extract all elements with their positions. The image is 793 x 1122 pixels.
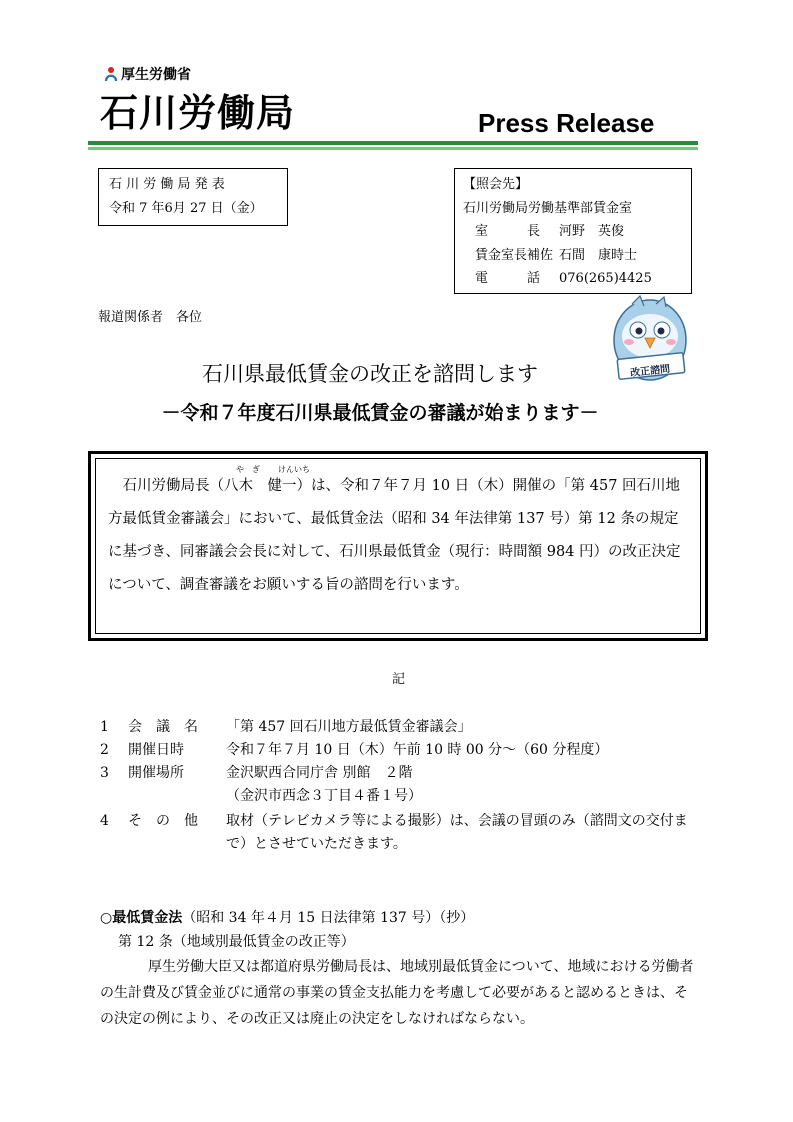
item-label: 開催場所 xyxy=(128,765,184,781)
page-title: 石川県最低賃金の改正を諮問します xyxy=(202,362,538,386)
list-item xyxy=(100,739,702,762)
item-label: 会 議 名 xyxy=(128,719,198,735)
item-value: 取材（テレビカメラ等による撮影）は、会議の冒頭のみ（諮問文の交付まで）とさせていただきます。 xyxy=(226,813,688,852)
header-rule-light xyxy=(88,147,698,150)
contact-label: 室 長 xyxy=(475,224,541,239)
contact-box xyxy=(454,168,692,294)
item-value: 令和７年７月 10 日（木）午前 10 時 00 分～（60 分程度） xyxy=(226,742,609,758)
list-item xyxy=(100,716,702,739)
ki-marker: 記 xyxy=(392,672,406,687)
recipients-line: 報道関係者 各位 xyxy=(98,310,203,325)
ministry-name: 厚生労働省 xyxy=(104,64,191,84)
announcer: 石 川 労 働 局 発 表 xyxy=(109,177,225,192)
item-label: そ の 他 xyxy=(128,813,198,829)
law-title xyxy=(100,906,700,930)
announce-date: 令和 7 年6月 27 日（金） xyxy=(109,201,263,216)
contact-department: 石川労働局労働基準部賃金室 xyxy=(463,200,633,216)
contact-value: 石間 康時士 xyxy=(559,247,638,263)
item-number: 3 xyxy=(100,765,109,781)
contact-row xyxy=(463,244,683,268)
contact-phone: 076(265)4425 xyxy=(559,271,652,286)
list-item xyxy=(100,810,702,856)
item-value: 金沢駅西合同庁舎 別館 ２階 xyxy=(226,765,413,781)
law-article: 第 12 条（地域別最低賃金の改正等） xyxy=(118,934,355,950)
item-label: 開催日時 xyxy=(128,742,184,758)
summary-text: 石川労働局長（八木 健一）は、令和７年７月 10 日（木）開催の「第 457 回石川地方最低賃金審議会」において、最低賃金法（昭和 34 年法律第 137 号）第 12 条の規定に基づき、同審議会会長に対して、石川県最低賃金（現行：時間額 984 円）の改正決定について、調査審議をお願いする旨の諮問を行います。 xyxy=(108,478,681,593)
bureau-name: 石川労働局 xyxy=(100,91,296,135)
meeting-details-list xyxy=(100,716,702,856)
item-label xyxy=(128,785,226,808)
law-body: 厚生労働大臣又は都道府県労働局長は、地域別最低賃金について、地域における労働者の生計費及び賃金並びに通常の事業の賃金支払能力を考慮して必要があると認めるときは、その決定の例により、その改正又は廃止の決定をしなければならない。 xyxy=(100,959,694,1027)
item-value: 「第 457 回石川地方最低賃金審議会」 xyxy=(226,719,472,735)
list-item xyxy=(100,762,702,785)
item-number xyxy=(100,785,128,808)
page-subtitle: －令和７年度石川県最低賃金の審議が始まります－ xyxy=(161,402,599,424)
mhlw-logo-icon xyxy=(104,66,118,82)
list-item xyxy=(100,785,702,808)
announcement-box xyxy=(98,168,288,226)
law-citation: （昭和 34 年４月 15 日法律第 137 号）（抄） xyxy=(182,910,475,926)
item-number: 2 xyxy=(100,742,109,758)
contact-label: 賃金室長補佐 xyxy=(475,247,554,263)
ruby-yagi: や ぎ xyxy=(236,465,260,474)
contact-heading: 【照会先】 xyxy=(463,177,529,192)
law-name: ○最低賃金法 xyxy=(100,910,183,926)
mascot-sign: 改正諮問 xyxy=(629,363,671,380)
item-number: 1 xyxy=(100,719,109,735)
contact-value: 河野 英俊 xyxy=(559,224,625,239)
contact-row xyxy=(463,220,683,244)
item-number: 4 xyxy=(100,813,109,829)
law-excerpt xyxy=(100,906,700,1032)
ruby-kenichi: けんいち xyxy=(278,465,310,474)
item-value: （金沢市西念３丁目４番１号） xyxy=(226,788,422,804)
press-release-label: Press Release xyxy=(478,108,655,138)
contact-row xyxy=(463,267,683,291)
contact-label: 電 話 xyxy=(475,271,541,286)
header-rule-dark xyxy=(88,141,698,145)
